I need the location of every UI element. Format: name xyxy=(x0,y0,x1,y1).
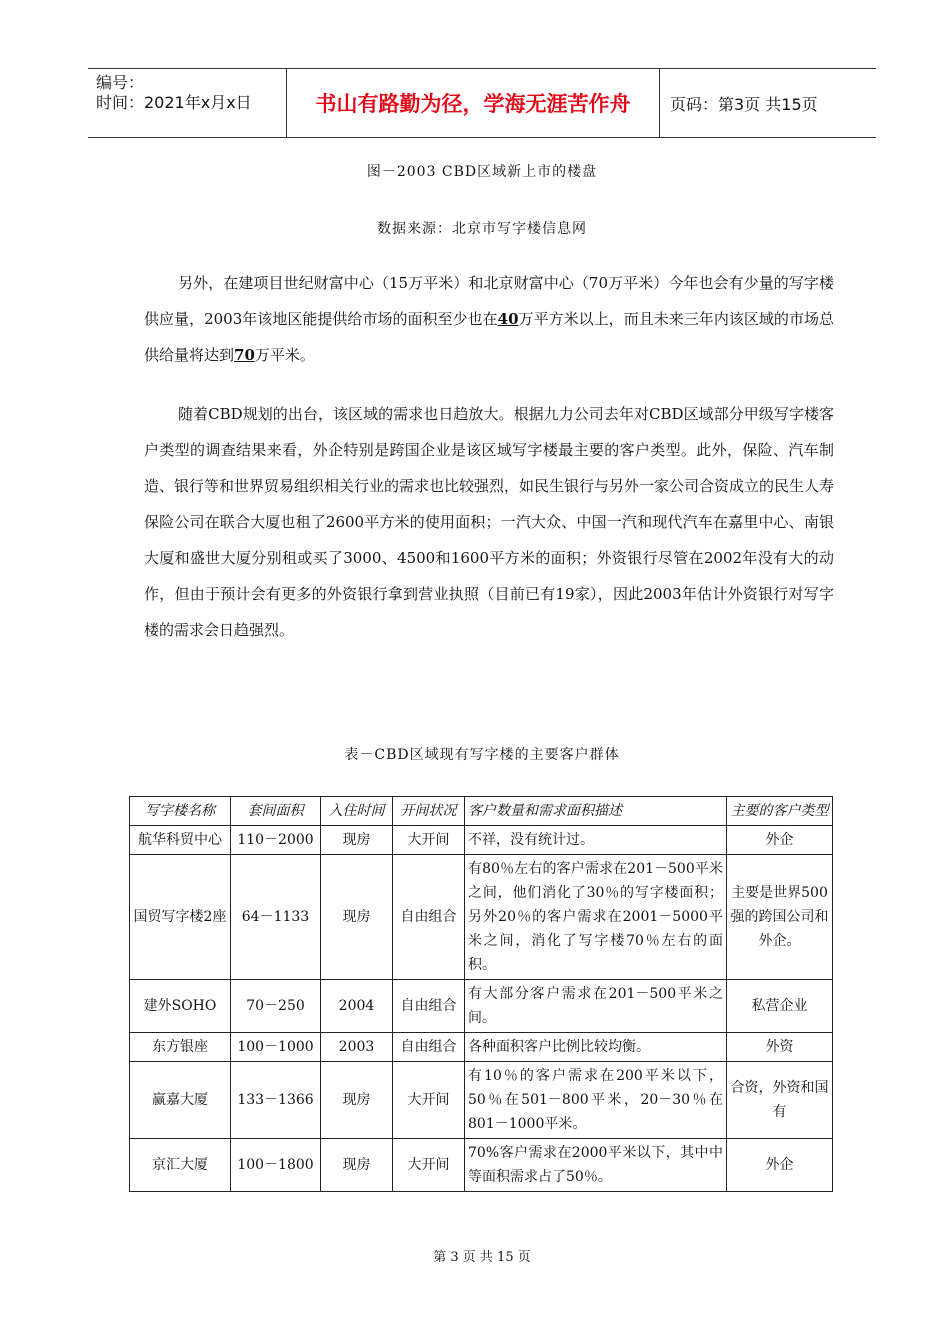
cell-name: 京汇大厦 xyxy=(130,1139,231,1192)
cell-layout: 自由组合 xyxy=(393,855,465,980)
cell-client-type: 外资 xyxy=(727,1033,833,1062)
header-left-cell xyxy=(88,69,287,137)
cell-area: 100－1000 xyxy=(231,1033,321,1062)
paragraph-supply-part2: 万平方米以上，而且未来三年内该区域的市场总供给量将达到 xyxy=(144,310,834,364)
paragraph-supply-part3: 万平米。 xyxy=(254,346,315,364)
cell-description: 有80％左右的客户需求在201－500平米之间，他们消化了30％的写字楼面积；另外20％的客户需求在2001－5000平米之间，消化了写字楼70％左右的面积。 xyxy=(465,855,727,980)
col-header-description: 客户数量和需求面积描述 xyxy=(465,797,727,826)
cell-move-in: 现房 xyxy=(321,826,393,855)
col-header-area: 套间面积 xyxy=(231,797,321,826)
supply-value-2003: 40 xyxy=(497,310,519,328)
cell-area: 133－1366 xyxy=(231,1062,321,1139)
col-header-move-in: 入住时间 xyxy=(321,797,393,826)
cell-description: 不祥，没有统计过。 xyxy=(465,826,727,855)
cell-move-in: 现房 xyxy=(321,1139,393,1192)
figure-source: 数据来源：北京市写字楼信息网 xyxy=(377,221,587,237)
col-header-name: 写字楼名称 xyxy=(130,797,231,826)
cell-description: 各种面积客户比例比较均衡。 xyxy=(465,1033,727,1062)
cell-client-type: 主要是世界500强的跨国公司和外企。 xyxy=(727,855,833,980)
cell-layout: 大开间 xyxy=(393,826,465,855)
table-row xyxy=(130,1033,833,1062)
paragraph-demand-text: 随着CBD规划的出台，该区域的需求也日趋放大。根据九力公司去年对CBD区域部分甲级写字楼客户类型的调查结果来看，外企特别是跨国企业是该区域写字楼最主要的客户类型。此外，保险、汽车制造、银行等和世界贸易组织相关行业的需求也比较强烈，如民生银行与另外一家公司合资成立的民生人寿保险公司在联合大厦也租了2600平方米的使用面积；一汽大众、中国一汽和现代汽车在嘉里中心、南银大厦和盛世大厦分别租或买了3000、4500和1600平方米的面积；外资银行尽管在2002年没有大的动作，但由于预计会有更多的外资银行拿到营业执照（目前已有19家），因此2003年估计外资银行对写字楼的需求会日趋强烈。 xyxy=(144,405,835,639)
cell-client-type: 外企 xyxy=(727,1139,833,1192)
paragraph-supply-part1: 另外，在建项目世纪财富中心（15万平米）和北京财富中心（70万平米）今年也会有少量的写字楼供应量，2003年该地区能提供给市场的面积至少也在 xyxy=(144,274,834,328)
table-row xyxy=(130,826,833,855)
cell-layout: 大开间 xyxy=(393,1062,465,1139)
cell-client-type: 私营企业 xyxy=(727,980,833,1033)
table-row xyxy=(130,980,833,1033)
cell-description: 有大部分客户需求在201－500平米之间。 xyxy=(465,980,727,1033)
cell-name: 国贸写字楼2座 xyxy=(130,855,231,980)
cell-name: 建外SOHO xyxy=(130,980,231,1033)
cell-layout: 自由组合 xyxy=(393,1033,465,1062)
cell-area: 70－250 xyxy=(231,980,321,1033)
page-footer: 第 3 页 共 15 页 xyxy=(433,1250,531,1265)
paragraph-demand xyxy=(144,396,834,648)
cell-move-in: 2003 xyxy=(321,1033,393,1062)
supply-value-three-years: 70 xyxy=(234,346,255,364)
cell-name: 东方银座 xyxy=(130,1033,231,1062)
col-header-layout: 开间状况 xyxy=(393,797,465,826)
table-header-row xyxy=(130,797,833,826)
header-page-label: 页码：第3页 共15页 xyxy=(670,94,818,114)
cell-move-in: 2004 xyxy=(321,980,393,1033)
cell-layout: 自由组合 xyxy=(393,980,465,1033)
cell-name: 航华科贸中心 xyxy=(130,826,231,855)
cell-description: 有10％的客户需求在200平米以下，50％在501－800平米，20－30％在801－1000平米。 xyxy=(465,1062,727,1139)
cell-name: 赢嘉大厦 xyxy=(130,1062,231,1139)
cell-move-in: 现房 xyxy=(321,855,393,980)
table-row xyxy=(130,1062,833,1139)
paragraph-supply xyxy=(144,265,834,373)
header-motto: 书山有路勤为径，学海无涯苦作舟 xyxy=(287,69,660,137)
cell-area: 100－1800 xyxy=(231,1139,321,1192)
cell-description: 70%客户需求在2000平米以下，其中中等面积需求占了50％。 xyxy=(465,1139,727,1192)
time-label: 时间：2021年x月x日 xyxy=(96,93,252,112)
cell-move-in: 现房 xyxy=(321,1062,393,1139)
page-header xyxy=(88,68,876,138)
cell-area: 110－2000 xyxy=(231,826,321,855)
table-caption: 表－CBD区域现有写字楼的主要客户群体 xyxy=(344,747,620,763)
cell-client-type: 合资，外资和国有 xyxy=(727,1062,833,1139)
cell-area: 64－1133 xyxy=(231,855,321,980)
table-row xyxy=(130,1139,833,1192)
cell-layout: 大开间 xyxy=(393,1139,465,1192)
figure-caption: 图－2003 CBD区域新上市的楼盘 xyxy=(366,164,598,180)
cell-client-type: 外企 xyxy=(727,826,833,855)
table-row xyxy=(130,855,833,980)
client-table xyxy=(129,796,833,1192)
number-label: 编号： xyxy=(96,73,145,92)
col-header-client-type: 主要的客户类型 xyxy=(727,797,833,826)
